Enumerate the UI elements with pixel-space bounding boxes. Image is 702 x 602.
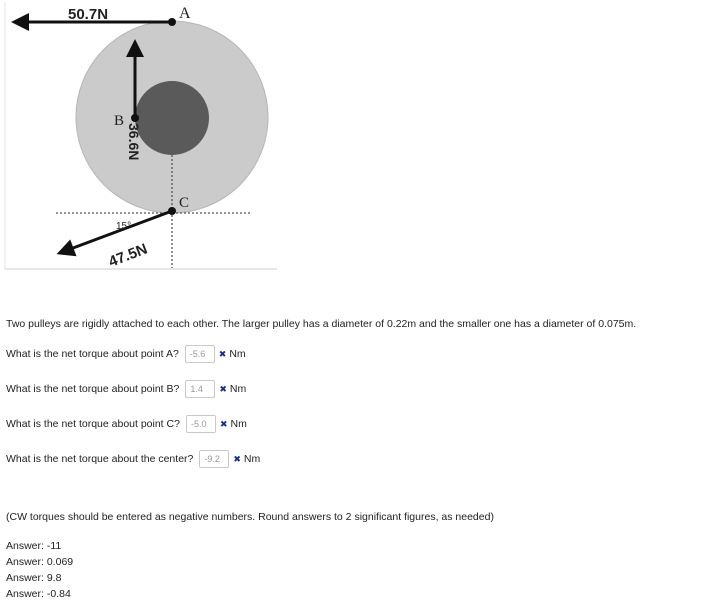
incorrect-icon: ✖	[218, 348, 227, 359]
point-c-label: C	[179, 195, 190, 211]
question-row-c	[6, 415, 247, 433]
question-prompt-a: What is the net torque about point A?	[6, 348, 179, 360]
unit-label-c: Nm	[230, 418, 247, 430]
unit-label-a: Nm	[229, 348, 246, 360]
point-b-label: B	[114, 113, 125, 129]
answer-input-b[interactable]: 1.4	[185, 380, 215, 398]
force-bottom-label: 47.5N	[106, 240, 150, 271]
force-top-label: 50.7N	[68, 6, 109, 23]
question-row-center	[6, 450, 260, 468]
question-prompt-b: What is the net torque about point B?	[6, 383, 180, 395]
question-prompt-center: What is the net torque about the center?	[6, 453, 194, 465]
answer-line: Answer: 0.069	[6, 556, 74, 568]
incorrect-icon: ✖	[233, 453, 241, 464]
small-pulley	[135, 81, 209, 155]
answer-list	[6, 538, 73, 602]
point-b-dot	[131, 114, 139, 122]
point-a-dot	[168, 18, 176, 26]
angle-label: 15°	[116, 221, 132, 232]
pulley-diagram	[0, 0, 280, 272]
answer-input-c[interactable]: -5.0	[186, 415, 216, 433]
point-c-dot	[168, 207, 176, 215]
answer-input-a[interactable]: -5.6	[185, 345, 215, 363]
question-row-a	[6, 345, 246, 363]
answer-line: Answer: -0.84	[6, 588, 71, 600]
incorrect-icon: ✖	[219, 383, 227, 394]
answer-line: Answer: 9.8	[6, 572, 62, 584]
question-row-b	[6, 380, 246, 398]
unit-label-b: Nm	[229, 383, 247, 395]
problem-description: Two pulleys are rigidly attached to each other. The larger pulley has a diameter of 0.22m and the smaller one has a diameter of 0.075m.	[6, 318, 637, 330]
unit-label-center: Nm	[243, 453, 261, 465]
question-prompt-c: What is the net torque about point C?	[6, 418, 180, 430]
answer-input-center[interactable]: -9.2	[199, 450, 229, 468]
force-vertical-label: 36.6N	[126, 123, 142, 161]
point-a-label: A	[179, 5, 191, 22]
instructions-note: (CW torques should be entered as negative numbers. Round answers to 2 significant figures, as needed)	[6, 511, 494, 523]
answer-line: Answer: -11	[6, 540, 62, 552]
incorrect-icon: ✖	[219, 418, 228, 429]
